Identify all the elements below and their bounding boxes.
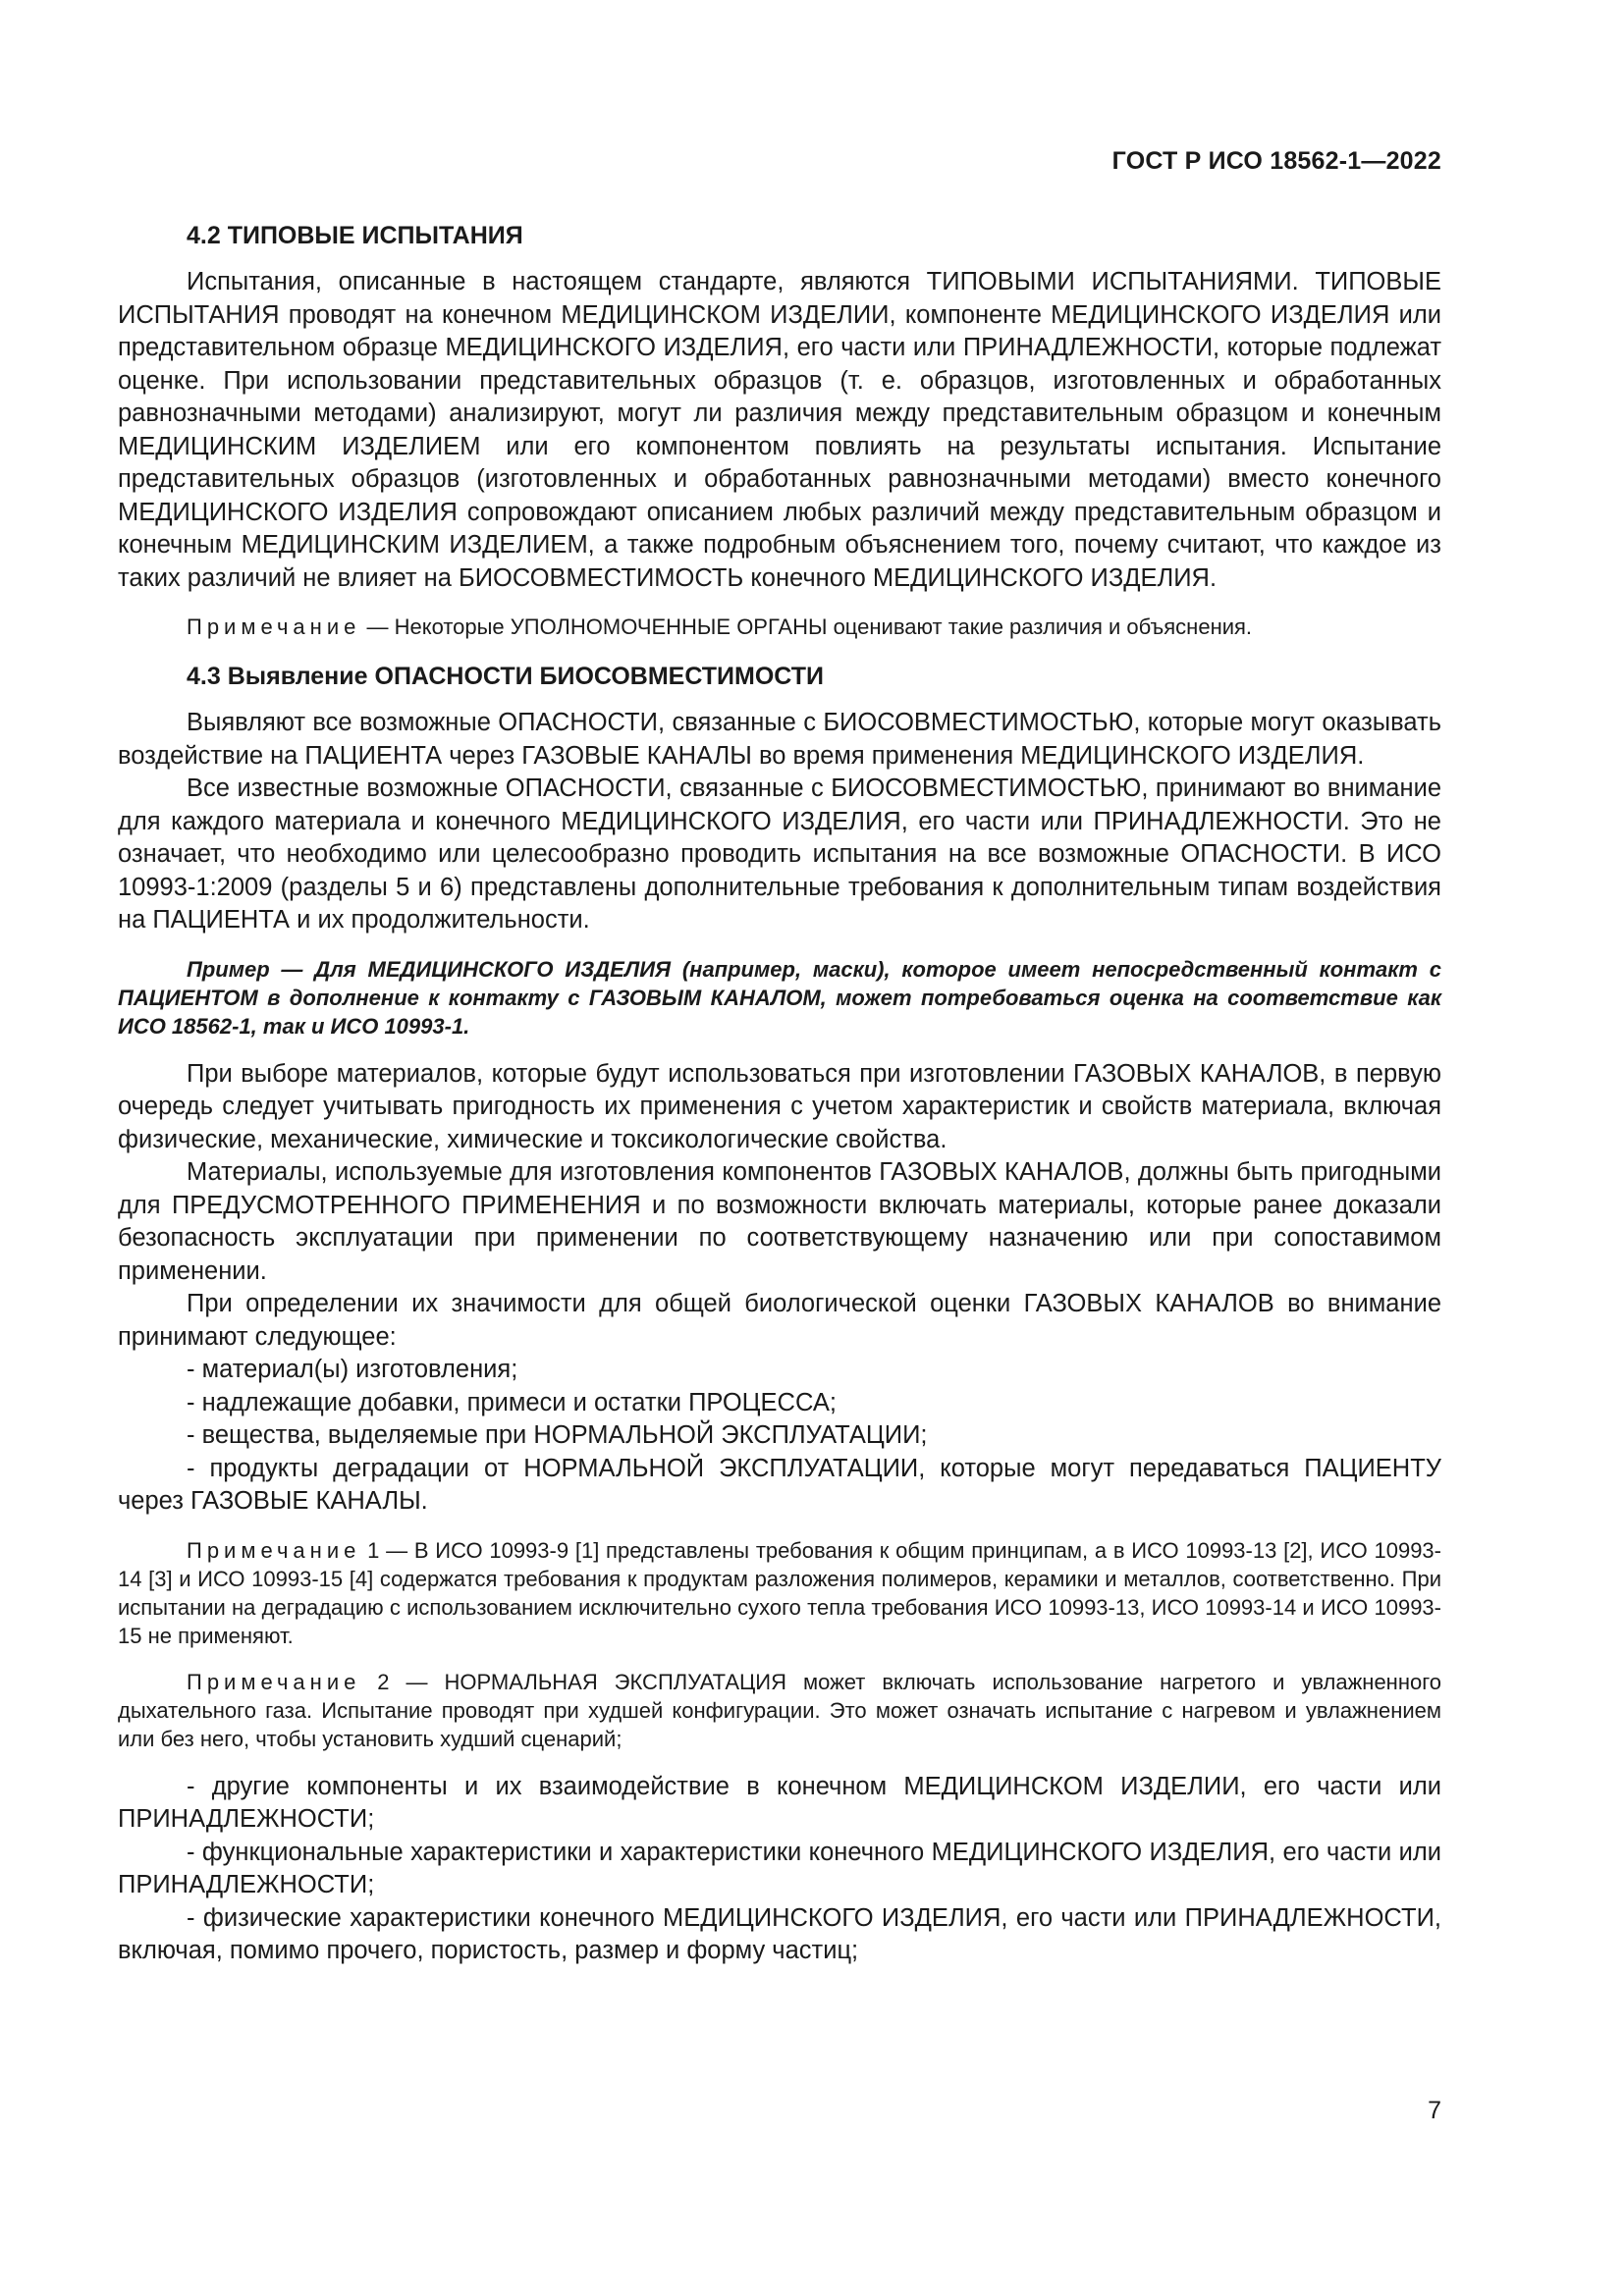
section-4-3-paragraph: Все известные возможные ОПАСНОСТИ, связанные с БИОСОВМЕСТИМОСТЬЮ, принимают во внимание для каждого материала и конечного МЕДИЦИНСКОГО ИЗДЕЛИЯ, его части или ПРИНАДЛЕЖНОСТИ. Это не означает, что необходимо или целесообразно проводить испытания на все возможные ОПАСНОСТИ. В ИСО 10993-1:2009 (разделы 5 и 6) представлены дополнительные требования к дополнительным типам воздействия на ПАЦИЕНТА и их продолжительности.: [118, 774, 1441, 934]
note-text: — Некоторые УПОЛНОМОЧЕННЫЕ ОРГАНЫ оценивают такие различия и объяснения.: [360, 614, 1253, 639]
list-item: - материал(ы) изготовления;: [187, 1356, 518, 1383]
list-item: - надлежащие добавки, примеси и остатки ПРОЦЕССА;: [187, 1388, 837, 1416]
section-4-3-paragraph: Материалы, используемые для изготовления компонентов ГАЗОВЫХ КАНАЛОВ, должны быть пригодными для ПРЕДУСМОТРЕННОГО ПРИМЕНЕНИЯ и по возможности включать материалы, которые ранее доказали безопасность эксплуатации при применении по соответствующему назначению или при сопоставимом применении.: [118, 1158, 1441, 1285]
list-item: - функциональные характеристики и характеристики конечного МЕДИЦИНСКОГО ИЗДЕЛИЯ, его части или ПРИНАДЛЕЖНОСТИ;: [118, 1838, 1441, 1898]
section-4-3-paragraph: При выборе материалов, которые будут использоваться при изготовлении ГАЗОВЫХ КАНАЛОВ, в первую очередь следует учитывать пригодность их применения с учетом характеристик и свойств материала, включая физические, механические, химические и токсикологические свойства.: [118, 1059, 1441, 1153]
note-text: 2 — НОРМАЛЬНАЯ ЭКСПЛУАТАЦИЯ может включать использование нагретого и увлажненного дыхательного газа. Испытание проводят при худшей конфигурации. Это может означать испытание с нагревом и увлажнением или без него, чтобы установить худший сценарий;: [118, 1669, 1441, 1751]
section-4-3-paragraph: При определении их значимости для общей биологической оценки ГАЗОВЫХ КАНАЛОВ во внимание принимают следующее:: [118, 1290, 1441, 1351]
note-2: [118, 1668, 1441, 1753]
example-block: Пример — Для МЕДИЦИНСКОГО ИЗДЕЛИЯ (например, маски), которое имеет непосредственный контакт с ПАЦИЕНТОМ в дополнение к контакту с ГАЗОВЫМ КАНАЛОМ, может потребоваться оценка на соответствие как ИСО 18562-1, так и ИСО 10993-1.: [118, 956, 1441, 1039]
list-item: - продукты деградации от НОРМАЛЬНОЙ ЭКСПЛУАТАЦИИ, которые могут передаваться ПАЦИЕНТУ через ГАЗОВЫЕ КАНАЛЫ.: [118, 1454, 1441, 1515]
page-content: [118, 222, 1441, 1968]
section-4-2-heading: 4.2 ТИПОВЫЕ ИСПЫТАНИЯ: [187, 222, 523, 249]
note-1: [118, 1536, 1441, 1650]
list-item: - физические характеристики конечного МЕДИЦИНСКОГО ИЗДЕЛИЯ, его части или ПРИНАДЛЕЖНОСТИ, включая, помимо прочего, пористость, размер и форму частиц;: [118, 1903, 1441, 1964]
page-number: 7: [1428, 2097, 1441, 2124]
document-header-code: ГОСТ Р ИСО 18562-1—2022: [1111, 147, 1441, 175]
section-4-2-paragraph: Испытания, описанные в настоящем стандарте, являются ТИПОВЫМИ ИСПЫТАНИЯМИ. ТИПОВЫЕ ИСПЫТАНИЯ проводят на конечном МЕДИЦИНСКОМ ИЗДЕЛИИ, компоненте МЕДИЦИНСКОГО ИЗДЕЛИЯ или представительном образце МЕДИЦИНСКОГО ИЗДЕЛИЯ, его части или ПРИНАДЛЕЖНОСТИ, которые подлежат оценке. При использовании представительных образцов (т. е. образцов, изготовленных и обработанных равнозначными методами) анализируют, могут ли различия между представительным образцом и конечным МЕДИЦИНСКИМ ИЗДЕЛИЕМ или его компонентом повлиять на результаты испытания. Испытание представительных образцов (изготовленных и обработанных равнозначными методами) вместо конечного МЕДИЦИНСКОГО ИЗДЕЛИЯ сопровождают описанием любых различий между представительным образцом и конечным МЕДИЦИНСКИМ ИЗДЕЛИЕМ, а также подробным объяснением того, почему считают, что каждое из таких различий не влияет на БИОСОВМЕСТИМОСТЬ конечного МЕДИЦИНСКОГО ИЗДЕЛИЯ.: [118, 268, 1441, 592]
section-4-3-heading: 4.3 Выявление ОПАСНОСТИ БИОСОВМЕСТИМОСТИ: [187, 663, 824, 690]
note-text: 1 — В ИСО 10993-9 [1] представлены требования к общим принципам, а в ИСО 10993-13 [2], ИСО 10993-14 [3] и ИСО 10993-15 [4] содержатся требования к продуктам разложения полимеров, керамики и металлов, соответственно. При испытании на деградацию с использованием исключительно сухого тепла требования ИСО 10993-13, ИСО 10993-14 и ИСО 10993-15 не применяют.: [118, 1537, 1441, 1648]
note-label: Примечание: [187, 1669, 361, 1694]
note-label: Примечание: [187, 614, 361, 639]
section-4-3-paragraph: Выявляют все возможные ОПАСНОСТИ, связанные с БИОСОВМЕСТИМОСТЬЮ, которые могут оказывать воздействие на ПАЦИЕНТА через ГАЗОВЫЕ КАНАЛЫ во время применения МЕДИЦИНСКОГО ИЗДЕЛИЯ.: [118, 709, 1441, 770]
list-item: - вещества, выделяемые при НОРМАЛЬНОЙ ЭКСПЛУАТАЦИИ;: [187, 1421, 928, 1449]
section-4-2-note: [118, 613, 1441, 641]
note-label: Примечание: [187, 1537, 361, 1563]
list-item: - другие компоненты и их взаимодействие в конечном МЕДИЦИНСКОМ ИЗДЕЛИИ, его части или ПРИНАДЛЕЖНОСТИ;: [118, 1772, 1441, 1833]
